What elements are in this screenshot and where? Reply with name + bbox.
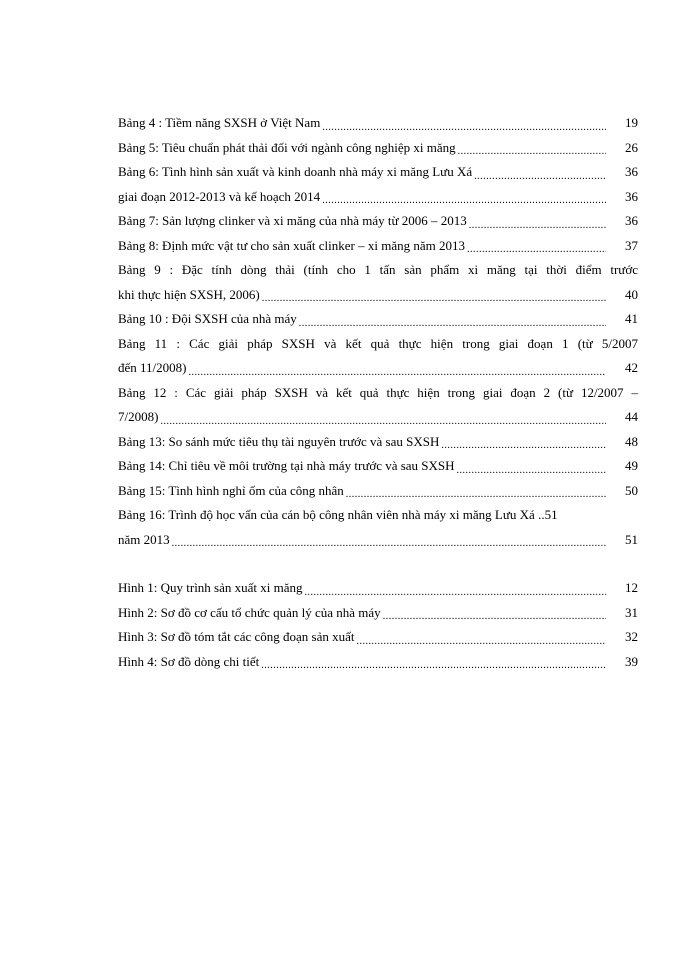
toc-figure-entry: [118, 601, 638, 626]
dot-leader: [458, 144, 606, 160]
toc-table-entry: [118, 381, 638, 406]
page-number: 31: [625, 604, 638, 620]
page-number: 36: [625, 164, 638, 179]
toc-figure-entry: [118, 576, 638, 601]
entry-title: Bảng 16: Trình độ học vấn của cán bộ công nhân viên nhà máy xi măng Lưu Xá ..51: [118, 507, 558, 522]
dot-leader: [467, 242, 606, 258]
entry-title: Bảng 14: Chỉ tiêu về môi trường tại nhà máy trước và sau SXSH: [118, 458, 455, 473]
toc-table-entry: [118, 503, 638, 528]
dot-leader: [322, 120, 606, 136]
toc-table-entry: [118, 283, 638, 308]
page-number: 32: [625, 629, 638, 644]
entry-title: Bảng 6: Tình hình sản xuất và kinh doanh nhà máy xi măng Lưu Xá: [118, 164, 473, 179]
page-number: 36: [625, 188, 638, 204]
toc-table-entry: [118, 209, 638, 234]
page-number: 42: [625, 360, 638, 375]
dot-leader: [474, 169, 606, 185]
dot-leader: [322, 193, 606, 209]
dot-leader: [172, 536, 606, 552]
dot-leader: [299, 316, 606, 332]
table-of-contents: [118, 111, 638, 674]
page-number: 36: [625, 213, 638, 228]
page-number: 37: [625, 237, 638, 253]
page-number: 41: [625, 311, 638, 326]
toc-table-entry: [118, 430, 638, 455]
dot-leader: [305, 585, 606, 601]
toc-figure-entry: [118, 650, 638, 675]
dot-leader: [262, 291, 606, 307]
dot-leader: [383, 609, 606, 625]
page-number: 12: [625, 580, 638, 595]
list-of-tables: [118, 111, 638, 552]
dot-leader: [457, 463, 606, 479]
toc-table-entry: [118, 479, 638, 504]
page-number: 48: [625, 433, 638, 449]
dot-leader: [261, 658, 606, 674]
entry-title: Bảng 12 : Các giải pháp SXSH và kết quả thực hiện trong giai đoạn 2 (từ 12/2007 –: [118, 384, 638, 400]
dot-leader: [357, 634, 607, 650]
page-number: 44: [625, 409, 638, 424]
toc-table-entry: [118, 136, 638, 161]
entry-title: giai đoạn 2012-2013 và kế hoạch 2014: [118, 188, 321, 204]
page-number: 50: [625, 482, 638, 498]
dot-leader: [346, 487, 606, 503]
entry-title: Bảng 10 : Đội SXSH của nhà máy: [118, 311, 297, 326]
dot-leader: [188, 365, 606, 381]
entry-title: Bảng 8: Định mức vật tư cho sản xuất clinker – xi măng năm 2013: [118, 237, 465, 253]
entry-title: Hình 1: Quy trình sản xuất xi măng: [118, 580, 303, 595]
toc-table-entry: [118, 528, 638, 553]
page-number: 26: [625, 139, 638, 155]
entry-title: Hình 2: Sơ đồ cơ cấu tổ chức quản lý của nhà máy: [118, 604, 381, 620]
entry-title: Bảng 5: Tiêu chuẩn phát thải đối với ngành công nghiệp xi măng: [118, 139, 456, 155]
toc-table-entry: [118, 258, 638, 283]
entry-title: Bảng 11 : Các giải pháp SXSH và kết quả thực hiện trong giai đoạn 1 (từ 5/2007: [118, 335, 638, 351]
dot-leader: [469, 218, 606, 234]
section-gap: [118, 552, 638, 576]
list-of-figures: [118, 576, 638, 674]
toc-table-entry: [118, 111, 638, 136]
page-number: 49: [625, 458, 638, 473]
toc-table-entry: [118, 307, 638, 332]
toc-table-entry: [118, 454, 638, 479]
toc-figure-entry: [118, 625, 638, 650]
entry-title: đến 11/2008): [118, 360, 187, 375]
toc-table-entry: [118, 356, 638, 381]
toc-table-entry: [118, 185, 638, 210]
dot-leader: [160, 414, 606, 430]
toc-table-entry: [118, 234, 638, 259]
entry-title: Bảng 15: Tình hình nghỉ ốm của công nhân: [118, 482, 344, 498]
entry-title: khi thực hiện SXSH, 2006): [118, 286, 260, 302]
page-number: 39: [625, 653, 638, 669]
entry-title: 7/2008): [118, 409, 159, 424]
page-number: 19: [625, 115, 638, 130]
toc-table-entry: [118, 160, 638, 185]
toc-table-entry: [118, 405, 638, 430]
entry-title: Bảng 7: Sản lượng clinker và xi măng của nhà máy từ 2006 – 2013: [118, 213, 467, 228]
entry-title: Bảng 4 : Tiềm năng SXSH ở Việt Nam: [118, 115, 321, 130]
page-number: 40: [625, 286, 638, 302]
toc-table-entry: [118, 332, 638, 357]
entry-title: Bảng 13: So sánh mức tiêu thụ tài nguyên trước và sau SXSH: [118, 433, 440, 449]
entry-title: Hình 3: Sơ đồ tóm tắt các công đoạn sản xuất: [118, 629, 355, 644]
entry-title: năm 2013: [118, 531, 170, 547]
page-number: 51: [625, 531, 638, 547]
entry-title: Hình 4: Sơ đồ dòng chi tiết: [118, 653, 260, 669]
dot-leader: [441, 438, 606, 454]
entry-title: Bảng 9 : Đặc tính dòng thải (tính cho 1 tấn sản phẩm xi măng tại thời điểm trước: [118, 262, 638, 277]
